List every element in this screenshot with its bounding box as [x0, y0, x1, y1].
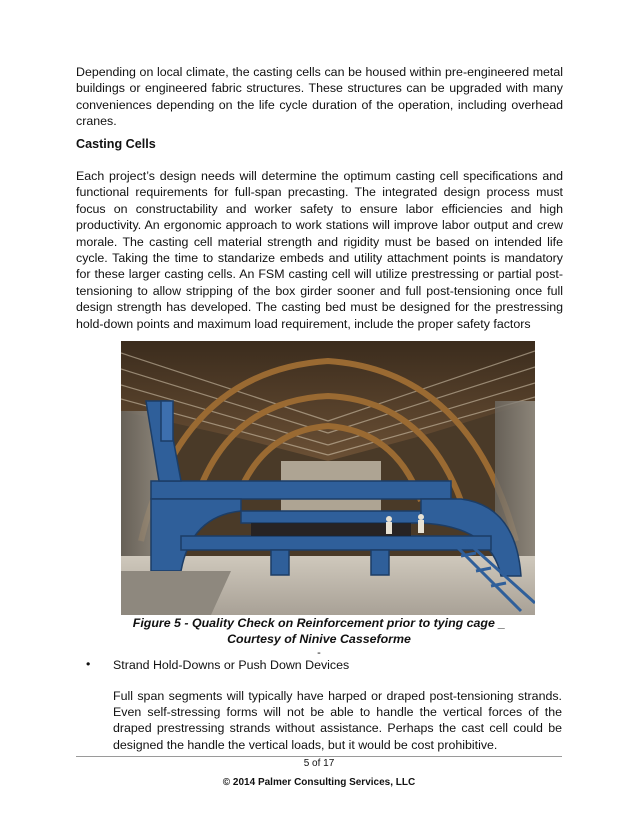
bullet-label: Strand Hold-Downs or Push Down Devices [113, 658, 350, 672]
figure-caption-line3: - [317, 647, 321, 659]
copyright-notice: © 2014 Palmer Consulting Services, LLC [222, 777, 416, 788]
intro-paragraph: Depending on local climate, the casting cells can be housed within pre-engineered metal buildings or engineered fabric structures. These structures can be upgraded with many conveniences depending on the life cycle duration of the operation, including overhead cranes. [76, 65, 563, 129]
footer-divider [76, 756, 562, 757]
bullet-marker: • [86, 657, 91, 671]
page-number: 5 of 17 [303, 758, 335, 769]
casting-cell-photo [121, 341, 535, 615]
bullet-paragraph: Full span segments will typically have harped or draped post-tensioning strands. Even self-stressing forms will not be able to handle the vertical forces of the draped prestressing strands without assistance. Perhaps the cast cell could be designed the handle the vertical loads, but it would be cost prohibitive. [113, 689, 562, 752]
figure-caption-line2: Courtesy of Ninive Casseforme [227, 632, 411, 646]
section-heading: Casting Cells [76, 137, 156, 151]
figure-caption-line1: Figure 5 - Quality Check on Reinforcement prior to tying cage _ [132, 616, 506, 630]
casting-cells-paragraph: Each project’s design needs will determine the optimum casting cell specifications and functional requirements for full-span precasting. The integrated design process must focus on constructability and worker safety to ensure labor efficiencies and high productivity. An ergonomic approach to work stations will improve labor output and crew morale. The casting cell material strength and rigidity must be based on intended life cycle. Taking the time to standarize embeds and utility attachment points is mandatory for these larger casting cells. An FSM casting cell will utilize prestressing or partial post-tensioning to allow stripping of the box girder sooner and full post-tensioning once full design strength has developed. The casting bed must be designed for the prestressing hold-down points and maximum load requirement, include the proper safety factors [76, 169, 563, 331]
